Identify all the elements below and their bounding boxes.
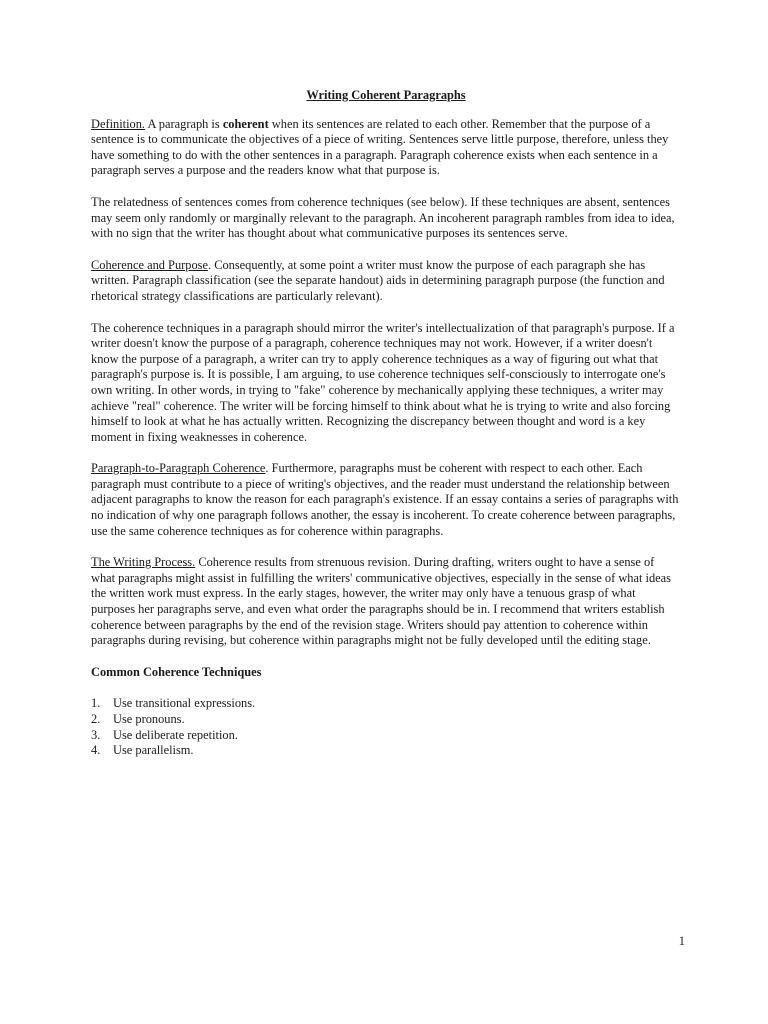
definition-bold-word: coherent [222,116,269,131]
definition-paragraph [91,117,681,179]
writing-process-text: Coherence results from strenuous revision. During drafting, writers ought to have a sense of what paragraphs might assist in fulfilling the writers' communicative objectives, especially in the sense of what ideas the written work must express. In the early stages, however, the writer may only have a tenuous grasp of what purposes her paragraphs serve, and even what order the paragraphs should be in. I recommend that writers establish coherence between paragraphs by the end of the revision stage. Writers should pay attention to coherence within paragraphs during revising, but coherence within paragraphs might not be fully developed until the editing stage. [91,555,671,648]
techniques-mirror-paragraph: The coherence techniques in a paragraph should mirror the writer's intellectualization of that paragraph's purpose. If a writer doesn't know the purpose of a paragraph, coherence techniques may not work. However, if a writer doesn't know the purpose of a paragraph, a writer can try to apply coherence techniques as a way of figuring out what that paragraph's purpose is. It is possible, I am arguing, to use coherence techniques self-consciously to interrogate one's own writing. In other words, in trying to "fake" coherence by mechanically applying these techniques, a writer may achieve "real" coherence. The writer will be forcing himself to think about what he is trying to write and also forcing himself to look at what he has actually written. Recognizing the discrepancy between thought and word is a key moment in fixing weaknesses in coherence. [91,320,675,444]
techniques-list [91,696,681,758]
paragraph-to-paragraph-paragraph [91,461,681,539]
list-item-text: Use parallelism. [113,743,194,758]
coherence-purpose-text: . Consequently, at some point a writer must know the purpose of each paragraph she has written. Paragraph classification (see the separate handout) aids in determining paragraph purpose (the function and rhetorical strategy classifications are particularly relevant). [91,257,665,303]
coherence-purpose-label: Coherence and Purpose [91,257,208,272]
list-item-number: 4. [91,743,101,758]
list-item [91,712,681,728]
list-item-number: 3. [91,727,101,742]
list-item-number: 1. [91,696,101,711]
list-item-text: Use transitional expressions. [113,696,256,711]
list-item-text: Use pronouns. [113,712,185,726]
writing-process-label: The Writing Process. [91,555,196,570]
coherence-purpose-paragraph [91,258,681,305]
definition-label: Definition. [91,116,146,131]
list-item [91,696,681,712]
techniques-heading: Common Coherence Techniques [91,664,262,679]
document-page [91,88,681,759]
relatedness-paragraph: The relatedness of sentences comes from coherence techniques (see below). If these techniques are absent, sentences may seem only randomly or marginally relevant to the paragraph. An incoherent paragraph rambles from idea to idea, with no sign that the writer has thought about what communicative purposes its sentences serve. [91,194,675,241]
document-title: Writing Coherent Paragraphs [306,88,466,102]
list-item [91,728,681,744]
paragraph-to-paragraph-label: Paragraph-to-Paragraph Coherence [91,461,266,476]
list-item-number: 2. [91,712,101,726]
paragraph-to-paragraph-text: . Furthermore, paragraphs must be coherent with respect to each other. Each paragraph must contribute to a piece of writing's objectives, and the reader must understand the relationship between adjacent paragraphs to know the reason for each paragraph's existence. If an essay contains a series of paragraphs with no indication of why one paragraph follows another, the essay is incoherent. To create coherence between paragraphs, use the same coherence techniques as for coherence within paragraphs. [91,461,679,538]
definition-text-before: A paragraph is [145,116,223,131]
page-number: 1 [678,934,685,948]
definition-text-after: when its sentences are related to each other. Remember that the purpose of a sentence is to communicate the objectives of a piece of writing. Sentences serve little purpose, therefore, unless they have something to do with the other sentences in a paragraph. Paragraph coherence exists when each sentence in a paragraph serves a purpose and the readers know what that purpose is. [91,116,669,178]
list-item [91,743,681,759]
writing-process-paragraph [91,555,681,649]
list-item-text: Use deliberate repetition. [113,727,238,742]
